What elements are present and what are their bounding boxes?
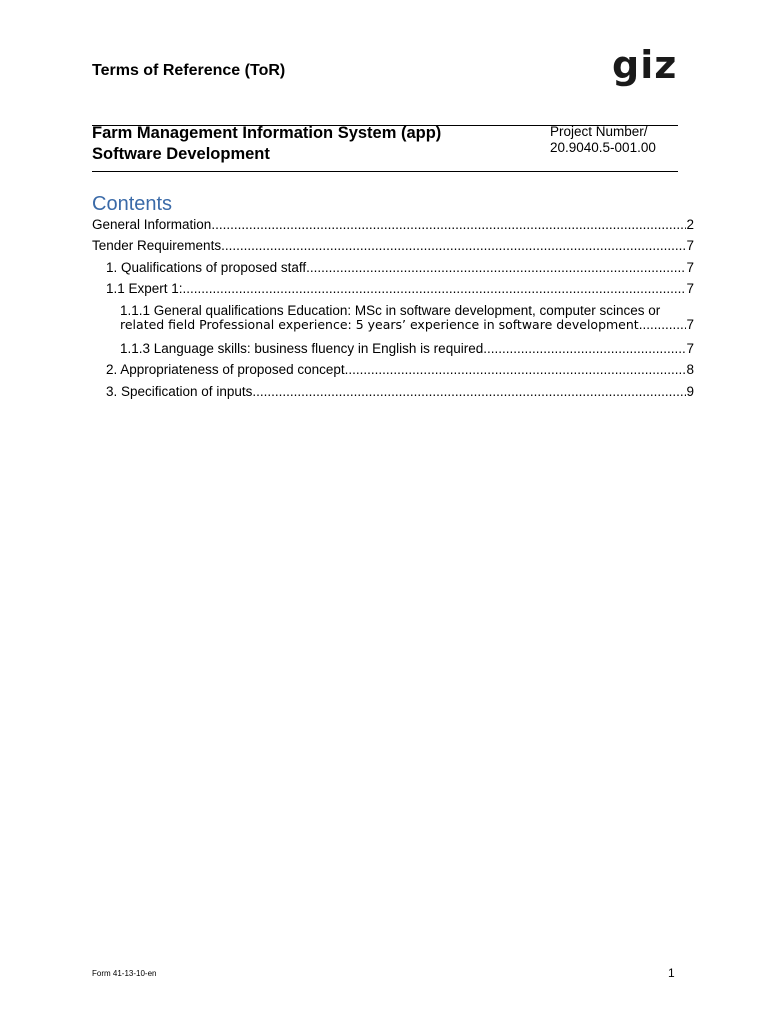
- toc-entry-page: 2: [686, 217, 694, 232]
- toc-entry-general-information[interactable]: [92, 217, 694, 235]
- toc-entry-text-line-1: 1.1.1 General qualifications Education: MSc in software development, computer scinces or: [120, 303, 661, 318]
- toc-entry-page: 7: [686, 341, 694, 356]
- bottom-divider: [92, 171, 678, 172]
- toc-leader-dots: [211, 217, 686, 232]
- toc-leader-dots: [483, 341, 686, 356]
- toc-leader-dots: [639, 317, 687, 332]
- document-header-title: Terms of Reference (ToR): [92, 62, 286, 79]
- toc-leader-dots: [221, 238, 686, 253]
- giz-logo: giz: [612, 43, 678, 87]
- toc-entry-general-qualifications[interactable]: [120, 303, 694, 332]
- toc-entry-page: 8: [686, 362, 694, 377]
- project-title-line-2: Software Development: [92, 145, 270, 163]
- toc-entry-language-skills[interactable]: [120, 341, 694, 359]
- footer-form-id: Form 41-13-10-en: [92, 969, 157, 978]
- toc-entry-text: Tender Requirements: [92, 238, 222, 253]
- toc-entry-page: 7: [686, 238, 694, 253]
- toc-leader-dots: [306, 260, 686, 275]
- toc-entry-page: 7: [686, 260, 694, 275]
- footer-page-number: 1: [668, 966, 675, 980]
- toc-entry-text: 2. Appropriateness of proposed concept: [106, 362, 345, 377]
- toc-entry-line-2: [120, 317, 694, 332]
- toc-entry-page: 7: [686, 281, 694, 296]
- toc-leader-dots: [345, 362, 687, 377]
- project-title: [92, 123, 441, 165]
- contents-heading: Contents: [92, 193, 173, 215]
- toc-entry-text: General Information: [92, 217, 212, 232]
- toc-leader-dots: [183, 281, 687, 296]
- toc-entry-text: 1.1.3 Language skills: business fluency in English is required: [120, 341, 484, 356]
- toc-entry-text: 3. Specification of inputs: [106, 384, 253, 399]
- toc-leader-dots: [252, 384, 686, 399]
- toc-entry-text: 1. Qualifications of proposed staff: [106, 260, 307, 275]
- toc-entry-qualifications[interactable]: [106, 260, 694, 278]
- toc-entry-appropriateness[interactable]: [106, 362, 694, 380]
- toc-entry-specification-of-inputs[interactable]: [106, 384, 694, 402]
- toc-entry-text: 1.1 Expert 1:: [106, 281, 183, 296]
- toc-entry-expert-1[interactable]: [106, 281, 694, 299]
- project-number-block: [550, 124, 656, 156]
- toc-entry-page: 9: [686, 384, 694, 399]
- toc-entry-text-line-2: related field Professional experience: 5 years’ experience in software development: [120, 317, 639, 332]
- project-title-line-1: Farm Management Information System (app): [92, 124, 442, 142]
- project-number-value: 20.9040.5-001.00: [550, 140, 656, 155]
- toc-entry-page: 7: [686, 317, 694, 332]
- project-number-label: Project Number/: [550, 124, 648, 139]
- toc-entry-tender-requirements[interactable]: [92, 238, 694, 256]
